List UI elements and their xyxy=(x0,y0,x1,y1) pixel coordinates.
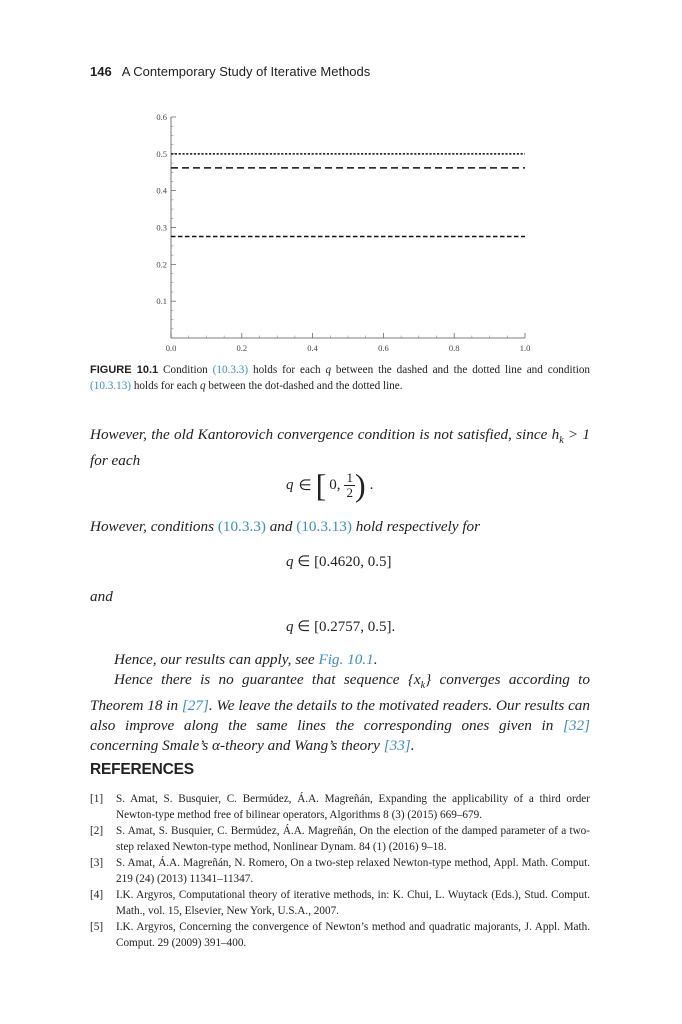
text: Hence there is no guarantee that sequence { xyxy=(114,671,414,688)
caption-text: holds for each xyxy=(131,380,200,392)
references-heading: REFERENCES xyxy=(90,761,194,778)
figure-10-1-chart xyxy=(0,0,682,360)
number: 0, xyxy=(329,476,341,493)
paragraph-guarantee xyxy=(90,670,590,756)
figure-caption xyxy=(90,362,590,394)
equation-interval-2 xyxy=(286,617,395,636)
period: . xyxy=(369,476,374,493)
equation-link[interactable]: (10.3.3) xyxy=(212,364,249,376)
interval: ∈ [0.2757, 0.5]. xyxy=(293,619,396,635)
subscript: k xyxy=(559,435,564,447)
reference-text: S. Amat, S. Busquier, C. Bermúdez, Á.A. Magreñán, Expanding the applicability of a third order Newton-type method free of bilinear operators, Algorithms 8 (3) (2015) 669–679. xyxy=(116,793,590,821)
x-tick-label: 1.0 xyxy=(519,343,531,353)
x-tick-label: 0.0 xyxy=(165,343,177,353)
variable: q xyxy=(286,476,294,493)
interval: ∈ [0.4620, 0.5] xyxy=(293,554,392,570)
figure-link[interactable]: Fig. 10.1 xyxy=(318,651,374,668)
text: However, conditions xyxy=(90,518,218,535)
caption-variable: q xyxy=(199,380,206,392)
reference-text: I.K. Argyros, Concerning the convergence of Newton’s method and quadratic majorants, J. Appl. Math. Comput. 29 (2009) 391–400. xyxy=(116,921,590,949)
x-tick-label: 0.2 xyxy=(236,343,248,353)
equation-interval-1 xyxy=(286,552,392,571)
citation-link[interactable]: [33] xyxy=(383,737,411,755)
book-title: A Contemporary Study of Iterative Methods xyxy=(121,64,371,79)
reference-item xyxy=(90,919,590,951)
y-tick-label: 0.1 xyxy=(156,296,167,307)
reference-item xyxy=(90,823,590,855)
caption-text: between the dot-dashed and the dotted line. xyxy=(205,380,403,392)
variable: q xyxy=(286,619,294,635)
subscript: k xyxy=(420,680,426,692)
text: > 1 for each xyxy=(90,426,591,470)
paragraph-kantorovich xyxy=(90,425,590,471)
equation-link[interactable]: (10.3.3) xyxy=(217,518,266,535)
right-paren: ) xyxy=(354,467,366,503)
x-tick-label: 0.6 xyxy=(378,343,389,353)
y-tick-label: 0.5 xyxy=(156,148,167,159)
reference-number: [4] xyxy=(90,889,104,901)
y-tick-label: 0.4 xyxy=(156,185,167,196)
reference-number: [2] xyxy=(90,825,104,837)
caption-variable: q xyxy=(325,364,332,376)
x-tick-label: 0.4 xyxy=(307,343,318,353)
reference-text: S. Amat, Á.A. Magreñán, N. Romero, On a two-step relaxed Newton-type method, Appl. Math. Comput. 219 (24) (2013) 11341–11347. xyxy=(116,857,590,885)
variable: x xyxy=(413,671,421,688)
and-word: and xyxy=(90,588,113,605)
equation-q-interval xyxy=(286,467,374,503)
x-tick-label: 0.8 xyxy=(448,343,460,353)
reference-item xyxy=(90,887,590,919)
reference-number: [5] xyxy=(90,921,104,933)
y-tick-label: 0.3 xyxy=(156,222,167,233)
reference-text: S. Amat, S. Busquier, C. Bermúdez, Á.A. Magreñán, On the election of the damped parameter of a two-step relaxed Newton-type method, Nonlinear Dynam. 84 (1) (2016) 9–18. xyxy=(116,825,590,853)
equation-link[interactable]: (10.3.13) xyxy=(296,518,352,535)
y-tick-label: 0.6 xyxy=(156,112,167,122)
equation-link[interactable]: (10.3.13) xyxy=(90,380,132,392)
reference-item xyxy=(90,855,590,887)
variable: q xyxy=(286,554,294,570)
caption-text: holds for each xyxy=(248,364,326,376)
y-tick-label: 0.2 xyxy=(156,259,167,270)
text: Hence, our results can apply, see xyxy=(114,651,319,668)
caption-text: between the dashed and the dotted line and condition xyxy=(331,364,591,376)
text: and xyxy=(265,518,297,535)
reference-item xyxy=(90,791,590,823)
reference-text: I.K. Argyros, Computational theory of iterative methods, in: K. Chui, L. Wuytack (Eds.), Stud. Comput. Math., vol. 15, Elsevier, New York, U.S.A., 2007. xyxy=(116,889,590,917)
fraction xyxy=(344,471,355,500)
numerator: 1 xyxy=(346,469,353,485)
caption-text: Condition xyxy=(158,364,213,376)
element-of: ∈ xyxy=(298,477,312,494)
text: However, the old Kantorovich convergence condition is not satisfied, since xyxy=(90,426,552,443)
reference-number: [1] xyxy=(90,793,104,805)
paragraph-hence xyxy=(90,650,590,670)
text: } converges according to Theorem 18 in xyxy=(90,671,590,715)
left-bracket: [ xyxy=(315,467,327,503)
text: hold respectively for xyxy=(351,518,481,535)
text: . xyxy=(373,651,378,668)
text: concerning Smale’s α-theory and Wang’s theory xyxy=(90,737,384,755)
figure-label: FIGURE 10.1 xyxy=(90,364,159,376)
paragraph-conditions xyxy=(90,517,590,537)
page-number: 146 xyxy=(90,64,112,79)
variable: h xyxy=(551,426,560,443)
text: . We leave the details to the motivated readers. Our results can also improve along the same lines the corresponding ones given in xyxy=(90,697,590,735)
text: . xyxy=(410,737,415,755)
reference-number: [3] xyxy=(90,857,104,869)
reference-list xyxy=(90,791,590,951)
citation-link[interactable]: [32] xyxy=(562,717,590,735)
denominator: 2 xyxy=(346,484,353,500)
citation-link[interactable]: [27] xyxy=(181,697,209,715)
